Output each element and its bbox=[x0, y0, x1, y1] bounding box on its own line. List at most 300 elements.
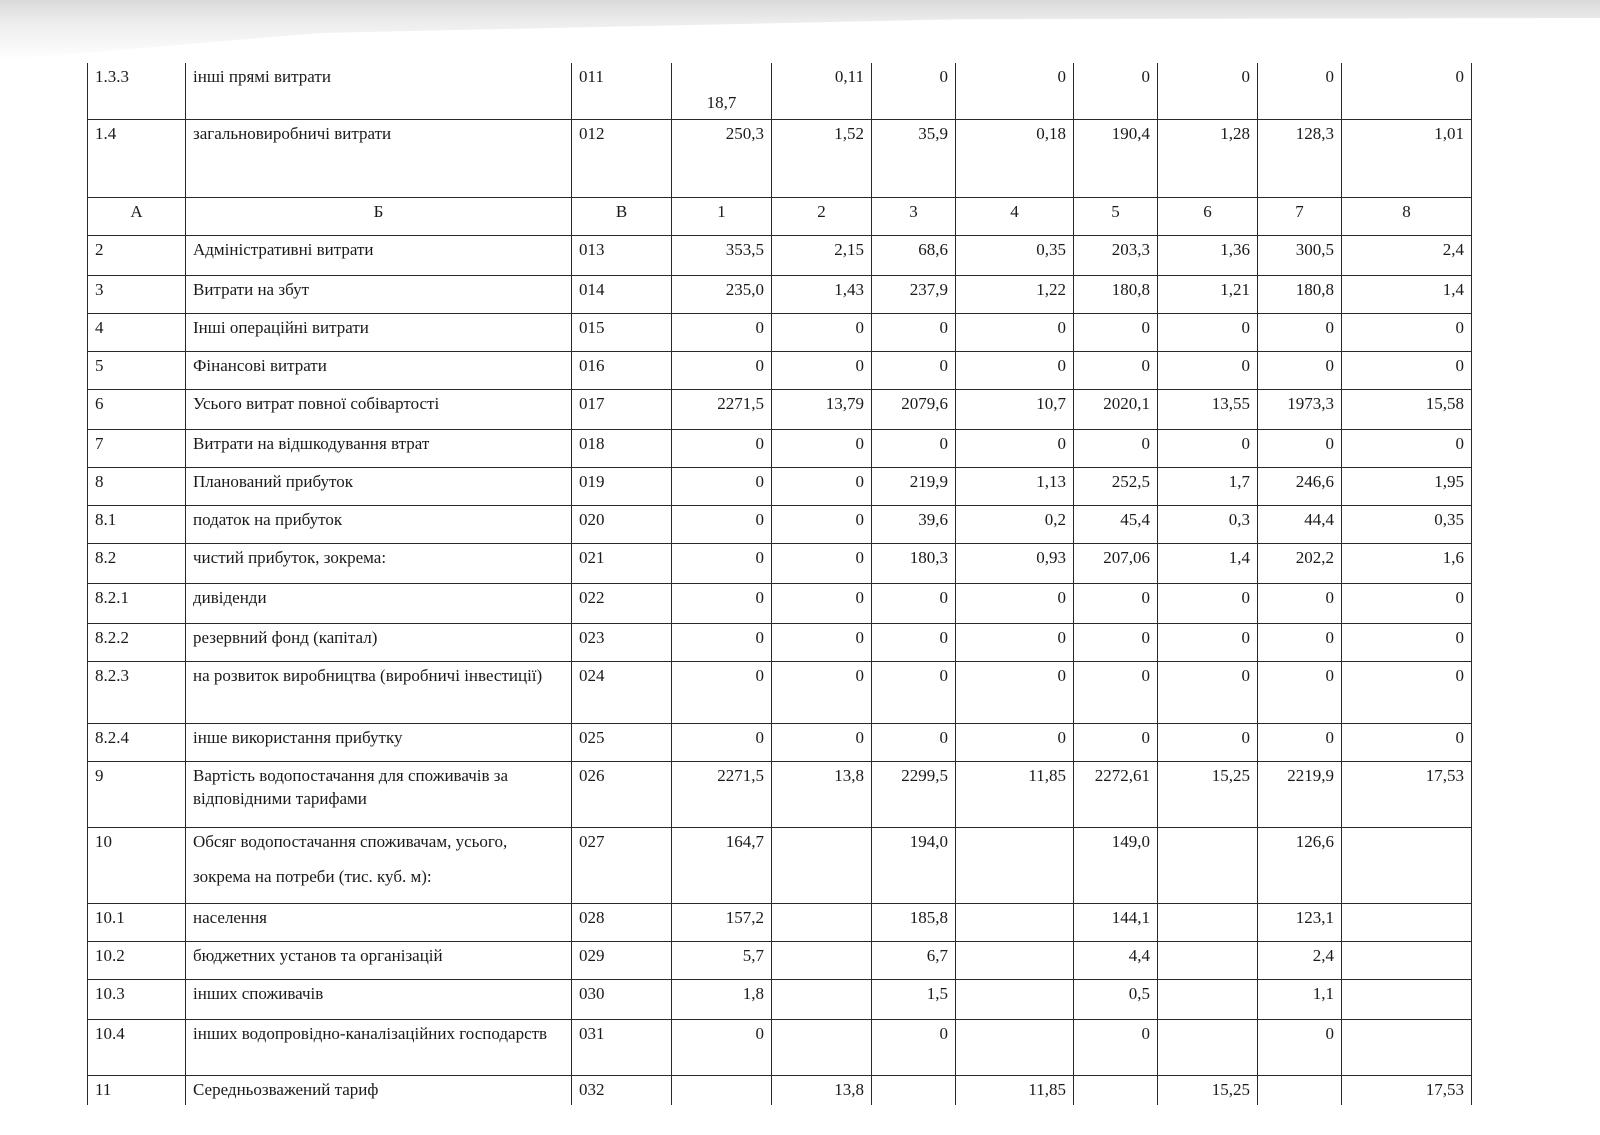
value-cell-col-7: 202,2 bbox=[1258, 543, 1342, 583]
row-number-cell: 8.2 bbox=[88, 543, 186, 583]
value-cell-col-6: 15,25 bbox=[1158, 761, 1258, 827]
row-name-text: Витрати на відшкодування втрат bbox=[193, 433, 430, 453]
value-cell-col-6: 0 bbox=[1158, 661, 1258, 723]
value-cell-col-2: 2 bbox=[772, 197, 872, 235]
table-row bbox=[88, 389, 1472, 429]
value-cell-col-5: 0,5 bbox=[1074, 979, 1158, 1019]
value-cell-col-6 bbox=[1158, 903, 1258, 941]
table-row bbox=[88, 119, 1472, 197]
row-name-text: загальновиробничі витрати bbox=[193, 123, 392, 143]
value-cell-col-3: 68,6 bbox=[872, 235, 956, 275]
row-name-cell bbox=[186, 903, 572, 941]
row-name-cell bbox=[186, 661, 572, 723]
row-name-text: Обсяг водопостачання споживачам, усього, bbox=[193, 831, 508, 851]
cost-table bbox=[87, 63, 1472, 1105]
row-name-text: Інші операційні витрати bbox=[193, 317, 369, 337]
row-name-cell bbox=[186, 197, 572, 235]
value-cell-col-2 bbox=[772, 979, 872, 1019]
value-cell-col-6: 1,28 bbox=[1158, 119, 1258, 197]
value-cell-col-4: 0 bbox=[956, 623, 1074, 661]
row-name-text: на розвиток виробництва (виробничі інвестиції) bbox=[193, 665, 543, 685]
value-cell-col-4: 0 bbox=[956, 429, 1074, 467]
row-number-cell: 6 bbox=[88, 389, 186, 429]
value-cell-col-2 bbox=[772, 941, 872, 979]
value-cell-col-6: 6 bbox=[1158, 197, 1258, 235]
value-cell-col-6 bbox=[1158, 979, 1258, 1019]
row-number-cell: 10.4 bbox=[88, 1019, 186, 1075]
row-code-cell: 017 bbox=[572, 389, 672, 429]
value-cell-col-1 bbox=[672, 1075, 772, 1105]
row-name-cell bbox=[186, 119, 572, 197]
value-cell-col-5: 2020,1 bbox=[1074, 389, 1158, 429]
table-row bbox=[88, 275, 1472, 313]
value-cell-col-8: 2,4 bbox=[1342, 235, 1472, 275]
value-cell-col-2: 0 bbox=[772, 505, 872, 543]
row-code-cell: 021 bbox=[572, 543, 672, 583]
table-row bbox=[88, 941, 1472, 979]
row-number-cell: 8.1 bbox=[88, 505, 186, 543]
value-cell-col-3: 0 bbox=[872, 63, 956, 119]
value-cell-col-7: 0 bbox=[1258, 661, 1342, 723]
scan-edge-shadow bbox=[0, 0, 1600, 60]
value-cell-col-4: 0 bbox=[956, 351, 1074, 389]
value-cell-col-4 bbox=[956, 903, 1074, 941]
value-cell-col-3: 0 bbox=[872, 723, 956, 761]
value-cell-col-7: 7 bbox=[1258, 197, 1342, 235]
value-cell-col-2: 1,52 bbox=[772, 119, 872, 197]
value-cell-col-2: 0 bbox=[772, 467, 872, 505]
row-name-text: Планований прибуток bbox=[193, 471, 353, 491]
value-cell-col-1: 0 bbox=[672, 543, 772, 583]
row-name-cell bbox=[186, 723, 572, 761]
value-cell-col-7: 128,3 bbox=[1258, 119, 1342, 197]
value-cell-col-5: 0 bbox=[1074, 583, 1158, 623]
row-code-cell: 015 bbox=[572, 313, 672, 351]
row-name-cell bbox=[186, 351, 572, 389]
row-number-cell: 10 bbox=[88, 827, 186, 903]
value-cell-col-5 bbox=[1074, 1075, 1158, 1105]
value-cell-col-1: 0 bbox=[672, 661, 772, 723]
value-cell-col-3: 0 bbox=[872, 661, 956, 723]
value-cell-col-2: 0 bbox=[772, 543, 872, 583]
row-code-cell: 030 bbox=[572, 979, 672, 1019]
row-number-cell: 7 bbox=[88, 429, 186, 467]
value-cell-col-1: 0 bbox=[672, 1019, 772, 1075]
value-cell-col-2 bbox=[772, 1019, 872, 1075]
value-cell-col-1: 18,7 bbox=[672, 63, 772, 119]
value-cell-col-1: 250,3 bbox=[672, 119, 772, 197]
value-cell-col-3 bbox=[872, 1075, 956, 1105]
row-name-text: Б bbox=[373, 201, 384, 221]
value-cell-col-5: 0 bbox=[1074, 661, 1158, 723]
value-cell-col-2: 13,8 bbox=[772, 1075, 872, 1105]
row-name-cell bbox=[186, 235, 572, 275]
value-cell-col-5: 180,8 bbox=[1074, 275, 1158, 313]
value-cell-col-7: 1,1 bbox=[1258, 979, 1342, 1019]
row-name-text: інші прямі витрати bbox=[193, 67, 331, 86]
row-name-cell bbox=[186, 583, 572, 623]
table-row bbox=[88, 661, 1472, 723]
table-row bbox=[88, 903, 1472, 941]
row-number-cell: 8 bbox=[88, 467, 186, 505]
row-number-cell: 3 bbox=[88, 275, 186, 313]
value-cell-col-4: 11,85 bbox=[956, 1075, 1074, 1105]
value-cell-col-7: 246,6 bbox=[1258, 467, 1342, 505]
row-name-text: Адміністративні витрати bbox=[193, 239, 374, 259]
value-cell-col-4: 4 bbox=[956, 197, 1074, 235]
value-cell-col-2 bbox=[772, 827, 872, 903]
row-name-text: резервний фонд (капітал) bbox=[193, 627, 378, 647]
value-cell-col-8: 1,6 bbox=[1342, 543, 1472, 583]
row-number-cell: 5 bbox=[88, 351, 186, 389]
row-name-text: Фінансові витрати bbox=[193, 355, 327, 375]
table-row bbox=[88, 351, 1472, 389]
value-cell-col-4: 0 bbox=[956, 63, 1074, 119]
value-cell-col-5: 0 bbox=[1074, 1019, 1158, 1075]
table-row bbox=[88, 429, 1472, 467]
value-cell-col-1: 0 bbox=[672, 505, 772, 543]
value-cell-col-3: 0 bbox=[872, 1019, 956, 1075]
value-cell-col-2: 1,43 bbox=[772, 275, 872, 313]
value-cell-col-8 bbox=[1342, 827, 1472, 903]
value-cell-col-5: 252,5 bbox=[1074, 467, 1158, 505]
value-cell-col-4: 0 bbox=[956, 583, 1074, 623]
value-cell-col-3: 0 bbox=[872, 429, 956, 467]
value-cell-col-2: 0 bbox=[772, 429, 872, 467]
row-number-cell: 8.2.1 bbox=[88, 583, 186, 623]
value-cell-col-7: 0 bbox=[1258, 429, 1342, 467]
value-cell-col-1: 0 bbox=[672, 351, 772, 389]
value-cell-col-6: 0 bbox=[1158, 63, 1258, 119]
value-cell-col-1: 0 bbox=[672, 623, 772, 661]
value-cell-col-6: 1,36 bbox=[1158, 235, 1258, 275]
value-cell-col-3: 1,5 bbox=[872, 979, 956, 1019]
row-number-cell: 11 bbox=[88, 1075, 186, 1105]
value-cell-col-7: 0 bbox=[1258, 351, 1342, 389]
row-name-cell bbox=[186, 467, 572, 505]
table-row bbox=[88, 761, 1472, 827]
value-cell-col-1: 2271,5 bbox=[672, 761, 772, 827]
value-cell-col-2 bbox=[772, 903, 872, 941]
value-cell-col-6 bbox=[1158, 1019, 1258, 1075]
value-cell-col-7: 0 bbox=[1258, 1019, 1342, 1075]
row-code-cell: 018 bbox=[572, 429, 672, 467]
value-cell-col-5: 0 bbox=[1074, 723, 1158, 761]
value-cell-col-1: 0 bbox=[672, 583, 772, 623]
table-row bbox=[88, 467, 1472, 505]
table-body bbox=[88, 63, 1472, 1105]
value-cell-col-6: 0 bbox=[1158, 351, 1258, 389]
value-cell-col-5: 0 bbox=[1074, 313, 1158, 351]
value-cell-col-8: 0 bbox=[1342, 63, 1472, 119]
value-cell-col-4 bbox=[956, 979, 1074, 1019]
value-cell-col-5: 0 bbox=[1074, 351, 1158, 389]
value-cell-col-5: 207,06 bbox=[1074, 543, 1158, 583]
value-cell-col-3: 2299,5 bbox=[872, 761, 956, 827]
value-cell-col-2: 0 bbox=[772, 723, 872, 761]
value-cell-col-7: 123,1 bbox=[1258, 903, 1342, 941]
table-row bbox=[88, 723, 1472, 761]
value-cell-col-8: 17,53 bbox=[1342, 1075, 1472, 1105]
value-cell-col-2: 0 bbox=[772, 661, 872, 723]
value-cell-col-3: 0 bbox=[872, 351, 956, 389]
value-cell-col-4 bbox=[956, 941, 1074, 979]
value-cell-col-7: 0 bbox=[1258, 723, 1342, 761]
row-number-cell: 1.4 bbox=[88, 119, 186, 197]
row-number-cell: 10.1 bbox=[88, 903, 186, 941]
value-cell-col-7: 0 bbox=[1258, 313, 1342, 351]
row-code-cell: 032 bbox=[572, 1075, 672, 1105]
value-cell-col-8 bbox=[1342, 903, 1472, 941]
value-cell-col-6: 1,4 bbox=[1158, 543, 1258, 583]
value-cell-col-3: 0 bbox=[872, 313, 956, 351]
value-cell-col-5: 149,0 bbox=[1074, 827, 1158, 903]
row-number-cell: 8.2.3 bbox=[88, 661, 186, 723]
row-name-cell bbox=[186, 505, 572, 543]
table-row bbox=[88, 505, 1472, 543]
row-code-cell: 014 bbox=[572, 275, 672, 313]
row-code-cell: 016 bbox=[572, 351, 672, 389]
value-cell-col-6: 1,21 bbox=[1158, 275, 1258, 313]
value-cell-col-2: 0 bbox=[772, 313, 872, 351]
value-cell-col-4 bbox=[956, 1019, 1074, 1075]
value-cell-col-7: 0 bbox=[1258, 63, 1342, 119]
value-cell-col-5: 5 bbox=[1074, 197, 1158, 235]
value-cell-col-5: 0 bbox=[1074, 623, 1158, 661]
row-code-cell: 023 bbox=[572, 623, 672, 661]
value-cell-col-3: 237,9 bbox=[872, 275, 956, 313]
row-code-cell: 019 bbox=[572, 467, 672, 505]
row-name-cell bbox=[186, 941, 572, 979]
value-cell-col-6: 0 bbox=[1158, 723, 1258, 761]
value-cell-col-1: 1 bbox=[672, 197, 772, 235]
value-cell-col-7: 2219,9 bbox=[1258, 761, 1342, 827]
value-cell-col-7: 0 bbox=[1258, 583, 1342, 623]
row-name-text-continued: зокрема на потреби (тис. куб. м): bbox=[193, 867, 432, 887]
value-cell-col-8: 0 bbox=[1342, 623, 1472, 661]
value-cell-col-2: 0 bbox=[772, 583, 872, 623]
row-code-cell: 011 bbox=[572, 63, 672, 119]
row-name-cell bbox=[186, 63, 572, 119]
table-row bbox=[88, 827, 1472, 903]
row-name-cell bbox=[186, 1019, 572, 1075]
value-cell-col-2: 2,15 bbox=[772, 235, 872, 275]
value-cell-col-6: 0 bbox=[1158, 623, 1258, 661]
value-cell-col-8 bbox=[1342, 979, 1472, 1019]
value-cell-col-1: 164,7 bbox=[672, 827, 772, 903]
value-cell-col-4: 1,13 bbox=[956, 467, 1074, 505]
value-cell-col-3: 0 bbox=[872, 583, 956, 623]
value-cell-col-2: 13,79 bbox=[772, 389, 872, 429]
value-cell-col-2: 0 bbox=[772, 623, 872, 661]
row-code-cell: 022 bbox=[572, 583, 672, 623]
row-code-cell: 013 bbox=[572, 235, 672, 275]
value-cell-col-4: 0,93 bbox=[956, 543, 1074, 583]
value-cell-col-3: 180,3 bbox=[872, 543, 956, 583]
value-cell-col-6: 13,55 bbox=[1158, 389, 1258, 429]
value-cell-col-1: 0 bbox=[672, 429, 772, 467]
row-name-cell bbox=[186, 979, 572, 1019]
row-code-cell: 028 bbox=[572, 903, 672, 941]
value-cell-col-8: 1,95 bbox=[1342, 467, 1472, 505]
value-cell-col-8: 0 bbox=[1342, 583, 1472, 623]
row-name-cell bbox=[186, 429, 572, 467]
value-cell-col-7: 180,8 bbox=[1258, 275, 1342, 313]
row-name-text: чистий прибуток, зокрема: bbox=[193, 547, 387, 567]
table-row bbox=[88, 583, 1472, 623]
row-name-cell bbox=[186, 389, 572, 429]
value-cell-col-1: 157,2 bbox=[672, 903, 772, 941]
value-cell-col-8 bbox=[1342, 941, 1472, 979]
table-row bbox=[88, 543, 1472, 583]
row-name-cell bbox=[186, 543, 572, 583]
value-cell-col-7: 300,5 bbox=[1258, 235, 1342, 275]
value-cell-col-4: 11,85 bbox=[956, 761, 1074, 827]
row-name-text: інших водопровідно-каналізаційних господарств bbox=[193, 1023, 548, 1043]
value-cell-col-8: 1,01 bbox=[1342, 119, 1472, 197]
value-cell-col-1: 1,8 bbox=[672, 979, 772, 1019]
value-cell-col-2: 0,11 bbox=[772, 63, 872, 119]
value-cell-col-8: 0 bbox=[1342, 429, 1472, 467]
value-cell-col-4: 0,18 bbox=[956, 119, 1074, 197]
value-cell-col-7: 0 bbox=[1258, 623, 1342, 661]
value-cell-col-4: 10,7 bbox=[956, 389, 1074, 429]
value-cell-col-8: 15,58 bbox=[1342, 389, 1472, 429]
value-cell-col-3: 3 bbox=[872, 197, 956, 235]
value-cell-col-1: 0 bbox=[672, 723, 772, 761]
value-cell-col-4: 0 bbox=[956, 661, 1074, 723]
row-name-text: Вартість водопостачання для споживачів за відповідними тарифами bbox=[193, 765, 509, 809]
value-cell-col-4: 0,35 bbox=[956, 235, 1074, 275]
value-cell-col-5: 144,1 bbox=[1074, 903, 1158, 941]
row-code-cell: 012 bbox=[572, 119, 672, 197]
row-name-cell bbox=[186, 827, 572, 903]
value-cell-col-6: 0,3 bbox=[1158, 505, 1258, 543]
row-name-cell bbox=[186, 275, 572, 313]
table-row bbox=[88, 623, 1472, 661]
value-cell-col-3: 35,9 bbox=[872, 119, 956, 197]
table-row bbox=[88, 979, 1472, 1019]
value-cell-col-1: 235,0 bbox=[672, 275, 772, 313]
value-cell-col-3: 6,7 bbox=[872, 941, 956, 979]
row-code-cell: 026 bbox=[572, 761, 672, 827]
row-code-cell: В bbox=[572, 197, 672, 235]
row-name-cell bbox=[186, 313, 572, 351]
value-cell-col-3: 0 bbox=[872, 623, 956, 661]
row-number-cell: 8.2.4 bbox=[88, 723, 186, 761]
row-name-text: Середньозважений тариф bbox=[193, 1079, 379, 1099]
value-cell-col-5: 4,4 bbox=[1074, 941, 1158, 979]
row-name-cell bbox=[186, 1075, 572, 1105]
row-code-cell: 031 bbox=[572, 1019, 672, 1075]
value-cell-col-2: 0 bbox=[772, 351, 872, 389]
value-cell-col-5: 190,4 bbox=[1074, 119, 1158, 197]
row-name-text: Витрати на збут bbox=[193, 279, 309, 299]
value-cell-col-8: 0 bbox=[1342, 661, 1472, 723]
value-cell-col-7: 1973,3 bbox=[1258, 389, 1342, 429]
value-cell-col-1: 353,5 bbox=[672, 235, 772, 275]
value-cell-col-6 bbox=[1158, 941, 1258, 979]
row-number-cell: 4 bbox=[88, 313, 186, 351]
row-name-text: інше використання прибутку bbox=[193, 727, 403, 747]
table-row bbox=[88, 63, 1472, 119]
value-cell-col-1: 5,7 bbox=[672, 941, 772, 979]
value-cell-col-3: 185,8 bbox=[872, 903, 956, 941]
value-cell-col-3: 39,6 bbox=[872, 505, 956, 543]
row-code-cell: 029 bbox=[572, 941, 672, 979]
value-cell-col-2: 13,8 bbox=[772, 761, 872, 827]
row-code-cell: 027 bbox=[572, 827, 672, 903]
row-name-cell bbox=[186, 623, 572, 661]
value-cell-col-8: 0 bbox=[1342, 723, 1472, 761]
row-code-cell: 024 bbox=[572, 661, 672, 723]
value-cell-col-5: 203,3 bbox=[1074, 235, 1158, 275]
value-cell-col-3: 219,9 bbox=[872, 467, 956, 505]
value-cell-col-6: 1,7 bbox=[1158, 467, 1258, 505]
row-number-cell: 8.2.2 bbox=[88, 623, 186, 661]
value-cell-col-3: 194,0 bbox=[872, 827, 956, 903]
value-cell-col-4 bbox=[956, 827, 1074, 903]
row-name-text: дивіденди bbox=[193, 587, 267, 607]
table-row bbox=[88, 1075, 1472, 1105]
row-name-cell bbox=[186, 761, 572, 827]
value-cell-col-6: 15,25 bbox=[1158, 1075, 1258, 1105]
row-code-cell: 025 bbox=[572, 723, 672, 761]
value-cell-col-8: 8 bbox=[1342, 197, 1472, 235]
row-name-text: Усього витрат повної собівартості bbox=[193, 393, 440, 413]
value-cell-col-1: 0 bbox=[672, 467, 772, 505]
row-number-cell: 2 bbox=[88, 235, 186, 275]
row-name-text: бюджетних установ та організацій bbox=[193, 945, 443, 965]
table-row bbox=[88, 235, 1472, 275]
value-cell-col-3: 2079,6 bbox=[872, 389, 956, 429]
row-code-cell: 020 bbox=[572, 505, 672, 543]
value-cell-col-6 bbox=[1158, 827, 1258, 903]
value-cell-col-6: 0 bbox=[1158, 429, 1258, 467]
row-name-text: населення bbox=[193, 907, 267, 927]
row-number-cell: 10.3 bbox=[88, 979, 186, 1019]
value-cell-col-5: 45,4 bbox=[1074, 505, 1158, 543]
value-cell-col-8: 0,35 bbox=[1342, 505, 1472, 543]
value-cell-col-8: 0 bbox=[1342, 351, 1472, 389]
value-cell-col-8: 1,4 bbox=[1342, 275, 1472, 313]
value-cell-col-5: 0 bbox=[1074, 429, 1158, 467]
row-number-cell: 1.3.3 bbox=[88, 63, 186, 119]
table-row bbox=[88, 1019, 1472, 1075]
row-number-cell: 9 bbox=[88, 761, 186, 827]
value-cell-col-7: 44,4 bbox=[1258, 505, 1342, 543]
value-cell-col-5: 0 bbox=[1074, 63, 1158, 119]
row-number-cell: 10.2 bbox=[88, 941, 186, 979]
row-name-text: інших споживачів bbox=[193, 983, 324, 1003]
value-cell-col-7 bbox=[1258, 1075, 1342, 1105]
table-row bbox=[88, 313, 1472, 351]
value-cell-col-8: 17,53 bbox=[1342, 761, 1472, 827]
table-row bbox=[88, 197, 1472, 235]
row-name-text: податок на прибуток bbox=[193, 509, 343, 529]
value-cell-col-1: 2271,5 bbox=[672, 389, 772, 429]
value-cell-col-6: 0 bbox=[1158, 313, 1258, 351]
value-cell-col-7: 2,4 bbox=[1258, 941, 1342, 979]
row-number-cell: А bbox=[88, 197, 186, 235]
value-cell-col-5: 2272,61 bbox=[1074, 761, 1158, 827]
value-cell-col-4: 1,22 bbox=[956, 275, 1074, 313]
value-cell-col-4: 0 bbox=[956, 723, 1074, 761]
value-cell-col-8 bbox=[1342, 1019, 1472, 1075]
value-cell-col-1: 0 bbox=[672, 313, 772, 351]
value-cell-col-4: 0 bbox=[956, 313, 1074, 351]
value-cell-col-7: 126,6 bbox=[1258, 827, 1342, 903]
